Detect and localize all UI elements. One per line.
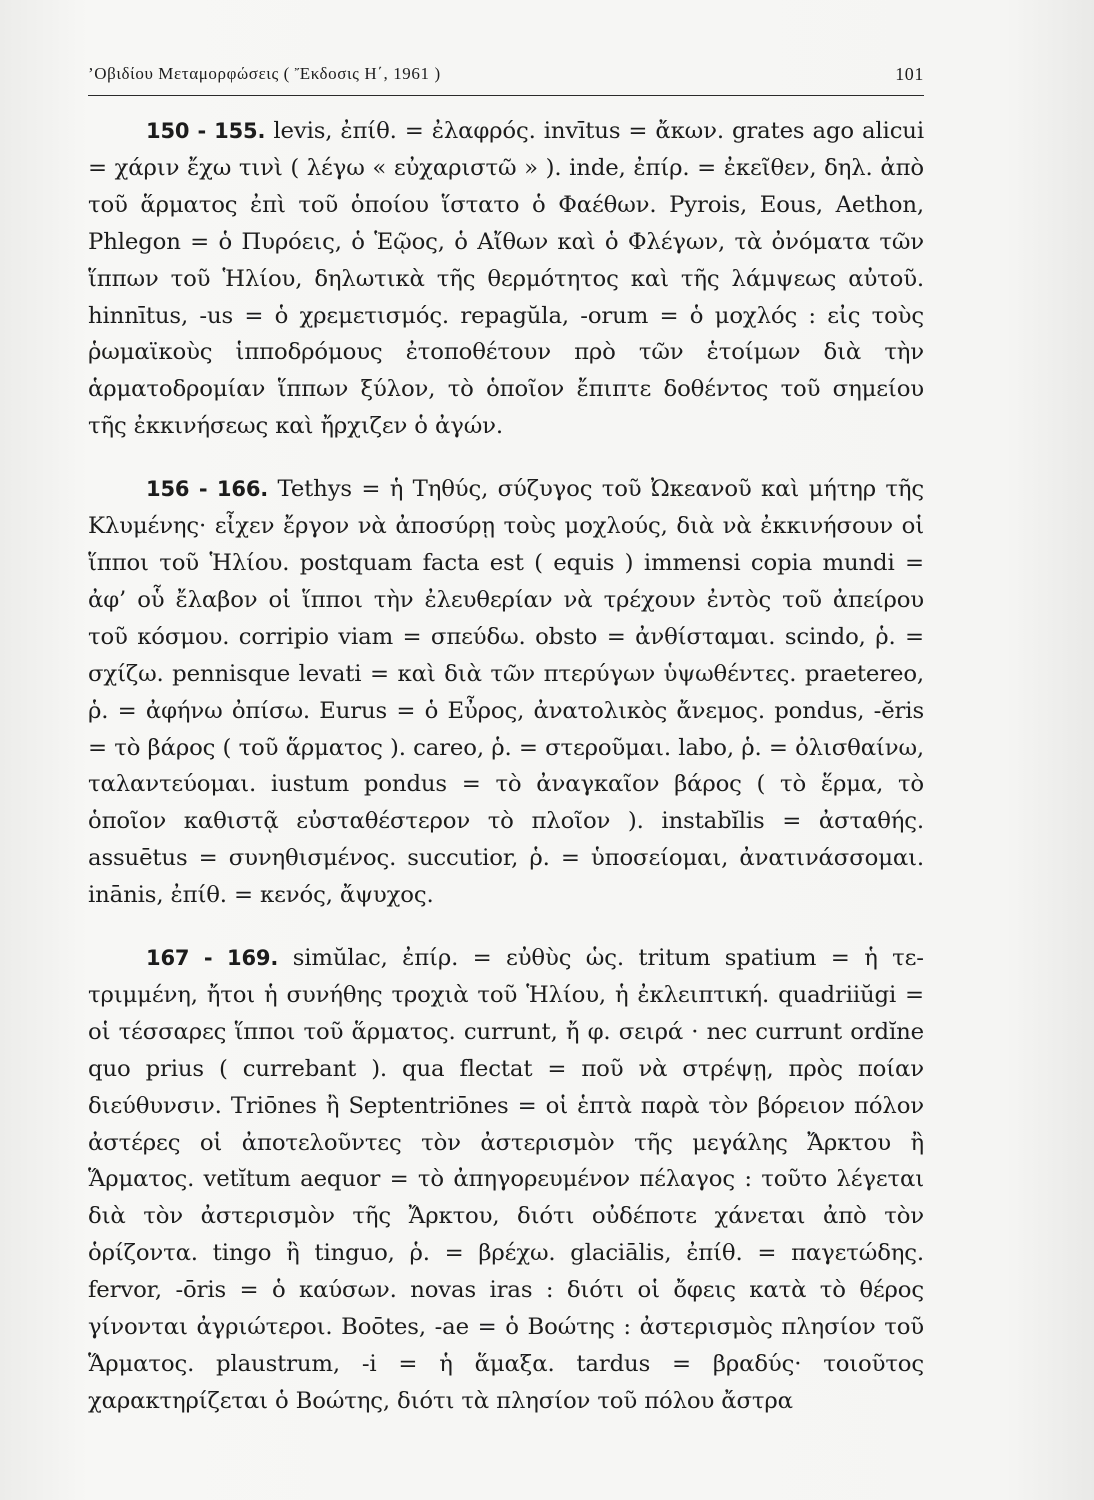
note-text: levis, ἐπίθ. = ἐλαφρός. invītus = ἄκων. grates ago alicui = χάριν ἔχω τινὶ ( λέγω « εὐχαριστῶ » ). inde, ἐπίρ. = ἐκεῖθεν, δηλ. ἀπὸ τοῦ ἅρματος ἐπὶ τοῦ ὁποίου ἵστατο ὁ Φαέθων. Pyrois, Eous, Aethon, Phlegon = ὁ Πυρόεις, ὁ Ἑῷος, ὁ Αἴθων καὶ ὁ Φλέγων, τὰ ὀνόματα τῶν ἵππων τοῦ Ἡλίου, δηλωτικὰ τῆς θερμότητος καὶ τῆς λάμψεως αὐτοῦ. hinnītus, -us = ὁ χρεμετισμός. repagŭla, -orum = ὁ μοχλός : εἰς τοὺς ῥωμαϊκοὺς ἱπποδρόμους ἐτοποθέτουν πρὸ τῶν ἑτοίμων διὰ τὴν ἁρματοδρομίαν ἵππων ξύλον, τὸ ὁποῖον ἔπιπτε δοθέντος τοῦ σημείου τῆς ἐκκινήσεως καὶ ἤρχιζεν ὁ ἀγών. [88, 118, 924, 440]
note-text: simŭlac, ἐπίρ. = εὐθὺς ὡς. tritum spatium = ἡ τετριμμένη, ἤτοι ἡ συνήθης τροχιὰ τοῦ Ἡλίου, ἡ ἐκλειπτική. quadriiŭgi = οἱ τέσσαρες ἵπποι τοῦ ἅρματος. currunt, ἤ φ. σειρά · nec currunt ordĭne quo prius ( currebant ). qua flectat = ποῦ νὰ στρέψῃ, πρὸς ποίαν διεύθυνσιν. Triōnes ἢ Septentriōnes = οἱ ἑπτὰ παρὰ τὸν βόρειον πόλον ἀστέρες οἱ ἀποτελοῦντες τὸν ἀστερισμὸν τῆς μεγάλης Ἄρκτου ἢ Ἅρματος. vetĭtum aequor = τὸ ἀπηγορευμένον πέλαγος : τοῦτο λέγεται διὰ τὸν ἀστερισμὸν τῆς Ἄρκτου, διότι οὐδέποτε χάνεται ἀπὸ τὸν ὁρίζοντα. tingo ἢ tinguo, ῥ. = βρέχω. glaciālis, ἐπίθ. = παγετώδης. fervor, -ōris = ὁ καύσων. novas iras : διότι οἱ ὄφεις κατὰ τὸ θέρος γίνονται ἀγριώτεροι. Boōtes, -ae = ὁ Βοώτης : ἀστερισμὸς πλησίον τοῦ Ἅρματος. plaustrum, -i = ἡ ἅμαξα. tardus = βραδύς· τοιοῦτος χαρακτηρίζεται ὁ Βοώτης, διότι τὰ πλησίον τοῦ πόλου ἄστρα [88, 945, 924, 1414]
page-number: 101 [895, 64, 924, 84]
commentary-body [88, 113, 924, 1420]
note-text: Tethys = ἡ Τηθύς, σύζυγος τοῦ Ὠκεανοῦ καὶ μήτηρ τῆς Κλυμένης· εἶχεν ἔργον νὰ ἀποσύρῃ τοὺς μοχλούς, διὰ νὰ ἐκκινήσουν οἱ ἵπποι τοῦ Ἡλίου. postquam facta est ( equis ) immensi copia mundi = ἀφ’ οὗ ἔλαβον οἱ ἵπποι τὴν ἐλευθερίαν νὰ τρέχουν ἐντὸς τοῦ ἀπείρου τοῦ κόσμου. corripio viam = σπεύδω. obsto = ἀνθίσταμαι. scindo, ῥ. = σχίζω. pennisque levati = καὶ διὰ τῶν πτερύγων ὑψωθέντες. praetereo, ῥ. = ἀφήνω ὀπίσω. Eurus = ὁ Εὖρος, ἀνατολικὸς ἄνεμος. pondus, -ĕris = τὸ βάρος ( τοῦ ἅρματος ). careo, ῥ. = στεροῦμαι. labo, ῥ. = ὀλισθαίνω, ταλαντεύομαι. iustum pondus = τὸ ἀναγκαῖον βάρος ( τὸ ἕρμα, τὸ ὁποῖον καθιστᾷ εὐσταθέστερον τὸ πλοῖον ). instabĭlis = ἀσταθής. assuētus = συνηθισμένος. succutior, ῥ. = ὑποσείομαι, ἀνατινάσσομαι. inānis, ἐπίθ. = κενός, ἄψυχος. [88, 476, 924, 909]
running-title: ’Οβιδίου Μεταμορφώσεις ( Ἔκδοσις Η΄, 1961 ) [88, 64, 441, 83]
lemma-156-166: 156 - 166. [146, 477, 269, 502]
header-rule [88, 95, 924, 96]
lemma-167-169: 167 - 169. [146, 946, 279, 971]
lemma-150-155: 150 - 155. [146, 119, 266, 143]
commentary-paragraph-167-169 [88, 940, 924, 1420]
commentary-paragraph-150-155 [88, 113, 924, 445]
commentary-paragraph-156-166 [88, 471, 924, 914]
running-header [88, 60, 928, 90]
